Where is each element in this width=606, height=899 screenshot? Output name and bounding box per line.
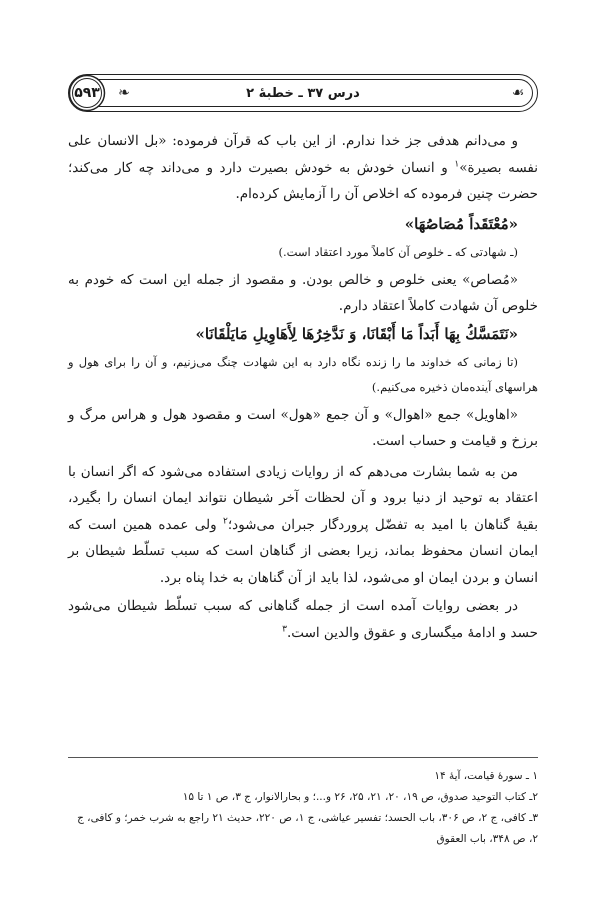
paragraph-1-text-b: و انسان خودش به خودش بصیرت دارد و می‌داند چه کار می‌کند؛ حضرت چنین فرموده که اخلاص آن را آزمایش کرده‌ام.: [68, 159, 538, 202]
paragraph-1-text-a: و می‌دانم هدفی جز خدا ندارم. از این باب که قرآن فرموده: «بل الانسان علی نفسه بصیرة»: [68, 133, 538, 176]
footnote-ref-1: ۱: [454, 159, 460, 169]
main-text: [68, 128, 538, 646]
ornament-left-icon: ❧: [118, 85, 130, 101]
running-title: درس ۳۷ ـ خطبهٔ ۲: [246, 85, 360, 101]
page-number: ۵۹۳: [74, 85, 100, 101]
footnote-2: ۲ـ کتاب التوحید صدوق، ص ۱۹، ۲۰، ۲۱، ۲۵، ۲۶ و...؛ و بحارالانوار، ج ۳، ص ۱ تا ۱۵: [182, 791, 538, 803]
paragraph-4-text-a: من به شما بشارت می‌دهم که از روایات زیادی استفاده می‌شود که اگر انسان با اعتقاد به توحید از دنیا برود و آن لحظات آخر شیطان نتواند ایمان انسان را بگیرد، بقیهٔ گناهان با امید به تفضّل پروردگار جبران می‌شود؛: [68, 463, 538, 533]
footnote-1: ۱ ـ سورهٔ قیامت، آیهٔ ۱۴: [434, 770, 538, 782]
translation-note-2: (تا زمانی که خداوند ما را زنده نگاه دارد به این شهادت چنگ می‌زنیم، و آن را برای هول و هراسهای آینده‌مان ذخیره می‌کنیم.): [68, 354, 538, 394]
page-header: [68, 74, 538, 112]
footnote-3: ۳ـ کافی، ج ۲، ص ۳۰۶، باب الحسد؛ تفسیر عیاشی، ج ۱، ص ۲۲۰، حدیث ۲۱ راجع به شرب خمر؛ و کافی، ج ۲، ص ۳۴۸، باب العقوق: [77, 812, 538, 845]
paragraph-5-text: در بعضی روایات آمده است از جمله گناهانی که سبب تسلّط شیطان می‌شود حسد و ادامهٔ میگساری و عقوق والدین است.: [68, 598, 538, 641]
footnote-ref-3: ۳: [282, 624, 288, 634]
footnotes: [68, 766, 538, 850]
paragraph-4: [68, 459, 538, 592]
paragraph-3: «اهاویل» جمع «اهوال» و آن جمع «هول» است و مقصود هول و هراس مرگ و برزخ و قیامت و حساب است.: [68, 406, 538, 449]
translation-note-1: (ـ شهادتی که ـ خلوص آن کاملاً مورد اعتقاد است.): [278, 244, 518, 259]
paragraph-4-text-b: ولی عمده همین است که ایمان انسان محفوظ بماند، زیرا بعضی از گناهان است که سبب تسلّط شیطان بر انسان و بردن ایمان او می‌شود، لذا باید از آن گناهان به خدا پناه برد.: [68, 516, 538, 586]
ornament-right-icon: ☙: [511, 85, 525, 101]
paragraph-1: [68, 128, 538, 208]
footnote-divider: [68, 757, 538, 758]
quote-2: «نَتَمَسَّكُ بِهَا أَبَداً مَا أَبْقَانَا، وَ نَدَّخِرُهَا لِأَهَاوِيلِ مَايَلْقَانَا»: [195, 324, 518, 343]
footnote-ref-2: ۲: [223, 516, 228, 526]
paragraph-5: [68, 593, 538, 646]
quote-1: «مُعْتَقَداً مُصَاصُهَا»: [404, 214, 518, 233]
paragraph-2: «مُصاص» یعنی خلوص و خالص بودن. و مقصود از جمله این است که خودم به خلوص آن شهادت کاملاً اعتقاد دارم.: [68, 271, 538, 314]
